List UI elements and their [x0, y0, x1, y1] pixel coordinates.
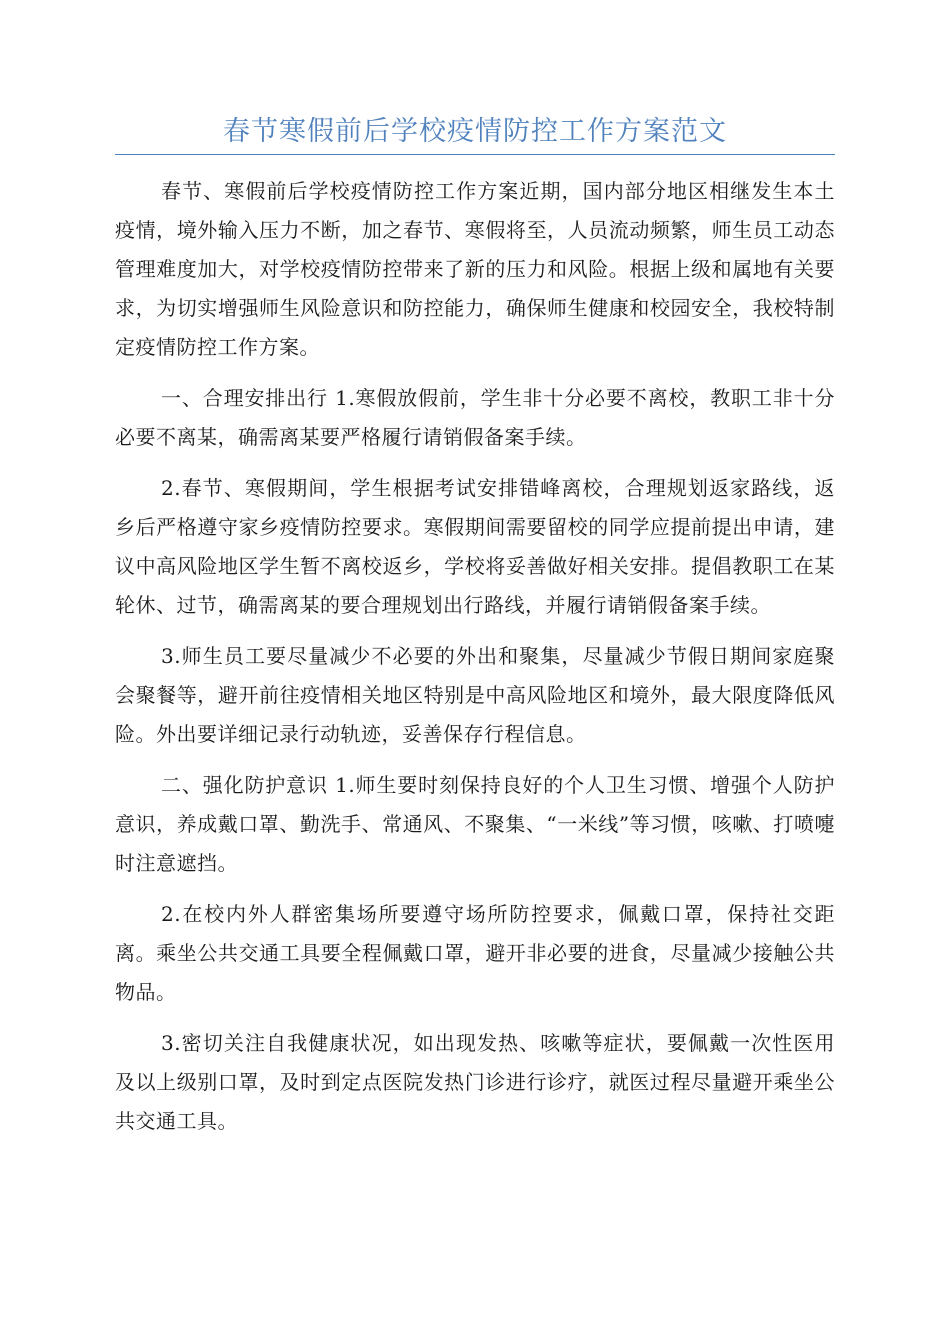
paragraph-section-2-item-3: 3.密切关注自我健康状况，如出现发热、咳嗽等症状，要佩戴一次性医用及以上级别口罩，及时到定点医院发热门诊进行诊疗，就医过程尽量避开乘坐公共交通工具。 — [115, 1031, 835, 1133]
document-body — [115, 172, 835, 1153]
document-title: 春节寒假前后学校疫情防控工作方案范文 — [223, 116, 727, 147]
paragraph-section-2-item-1: 二、强化防护意识 1.师生要时刻保持良好的个人卫生习惯、增强个人防护意识，养成戴口罩、勤洗手、常通风、不聚集、“一米线”等习惯，咳嗽、打喷嚏时注意遮挡。 — [115, 773, 835, 875]
paragraph-section-1-item-3: 3.师生员工要尽量减少不必要的外出和聚集，尽量减少节假日期间家庭聚会聚餐等，避开前往疫情相关地区特别是中高风险地区和境外，最大限度降低风险。外出要详细记录行动轨迹，妥善保存行程信息。 — [115, 644, 835, 746]
paragraph-section-1-item-1: 一、合理安排出行 1.寒假放假前，学生非十分必要不离校，教职工非十分必要不离某，确需离某要严格履行请销假备案手续。 — [115, 386, 835, 449]
paragraph-section-2-item-2: 2.在校内外人群密集场所要遵守场所防控要求，佩戴口罩，保持社交距离。乘坐公共交通工具要全程佩戴口罩，避开非必要的进食，尽量减少接触公共物品。 — [115, 902, 835, 1004]
paragraph-section-1-item-2: 2.春节、寒假期间，学生根据考试安排错峰离校，合理规划返家路线，返乡后严格遵守家乡疫情防控要求。寒假期间需要留校的同学应提前提出申请，建议中高风险地区学生暂不离校返乡，学校将妥善做好相关安排。提倡教职工在某轮休、过节，确需离某的要合理规划出行路线，并履行请销假备案手续。 — [115, 476, 835, 617]
paragraph-intro: 春节、寒假前后学校疫情防控工作方案近期，国内部分地区相继发生本土疫情，境外输入压力不断，加之春节、寒假将至，人员流动频繁，师生员工动态管理难度加大，对学校疫情防控带来了新的压力和风险。根据上级和属地有关要求，为切实增强师生风险意识和防控能力，确保师生健康和校园安全，我校特制定疫情防控工作方案。 — [115, 179, 835, 359]
title-underline — [115, 154, 835, 155]
